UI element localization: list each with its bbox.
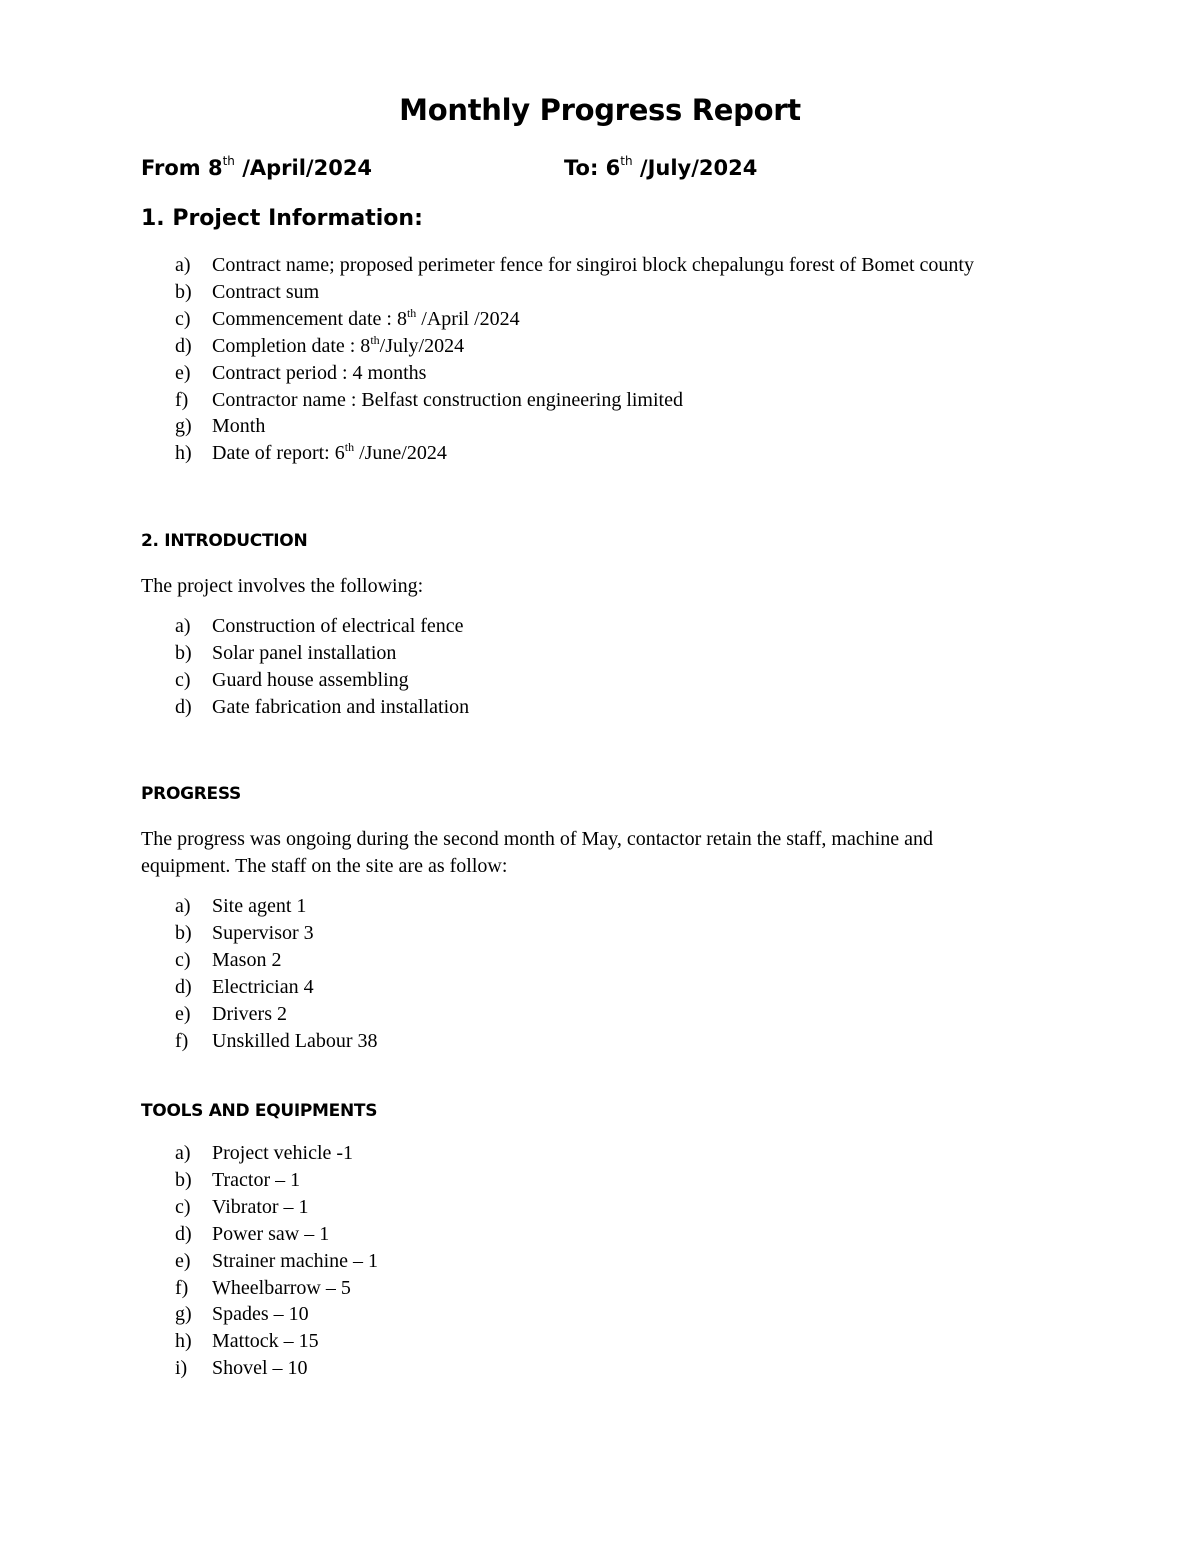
list-item-text bbox=[212, 1142, 353, 1165]
progress-heading: PROGRESS bbox=[141, 784, 241, 804]
list-item-text bbox=[212, 389, 683, 412]
list-item-main: Project vehicle -1 bbox=[212, 1142, 354, 1164]
list-item-text bbox=[212, 1223, 329, 1246]
list-item-main: Contractor name : Belfast construction engineering limited bbox=[212, 388, 683, 411]
list-marker: b) bbox=[175, 921, 192, 944]
list-marker: e) bbox=[175, 1249, 191, 1272]
list-item-main: Contract period : 4 months bbox=[212, 361, 427, 384]
list-item-main: Unskilled Labour 38 bbox=[212, 1029, 378, 1052]
list-marker: b) bbox=[175, 280, 192, 303]
list-marker: b) bbox=[175, 641, 192, 664]
list-item-text bbox=[212, 976, 314, 999]
introduction-lead: The project involves the following: bbox=[141, 575, 424, 597]
list-marker: f) bbox=[175, 1276, 189, 1299]
list-marker: c) bbox=[175, 948, 191, 971]
list-item-main: Shovel – 10 bbox=[212, 1357, 308, 1380]
list-marker: d) bbox=[175, 975, 192, 998]
list-item-main: Mattock – 15 bbox=[212, 1330, 319, 1353]
list-item-text bbox=[212, 922, 314, 945]
period-from bbox=[141, 156, 372, 180]
list-marker: a) bbox=[175, 254, 191, 276]
list-marker: c) bbox=[175, 1195, 191, 1218]
list-item-text bbox=[212, 305, 520, 331]
list-item-main: Spades – 10 bbox=[212, 1303, 309, 1326]
list-item-main: Date of report: 6 bbox=[212, 442, 345, 465]
list-item-main: Site agent 1 bbox=[212, 895, 307, 917]
list-item-main: Drivers 2 bbox=[212, 1002, 287, 1025]
list-item-text bbox=[212, 949, 281, 972]
from-rest: /April/2024 bbox=[234, 156, 373, 180]
list-marker: f) bbox=[175, 388, 189, 411]
period-to bbox=[564, 156, 757, 180]
ordinal-suffix: th bbox=[370, 332, 380, 347]
list-item-text bbox=[212, 415, 265, 438]
list-item-text bbox=[212, 1330, 319, 1353]
list-item-text bbox=[212, 1196, 309, 1219]
list-marker: f) bbox=[175, 1029, 189, 1052]
list-item-text bbox=[212, 1357, 308, 1380]
list-item-rest: /June/2024 bbox=[354, 442, 447, 465]
list-marker: a) bbox=[175, 895, 191, 917]
list-item-text bbox=[212, 362, 426, 385]
from-sup: th bbox=[222, 154, 235, 168]
to-sup: th bbox=[620, 154, 633, 168]
list-item-main: Tractor – 1 bbox=[212, 1168, 301, 1191]
list-marker: h) bbox=[175, 442, 192, 465]
list-item-text bbox=[212, 1003, 287, 1026]
list-marker: a) bbox=[175, 615, 191, 637]
list-item-main: Supervisor 3 bbox=[212, 921, 314, 944]
list-marker: g) bbox=[175, 415, 192, 438]
list-marker: i) bbox=[175, 1357, 188, 1380]
list-item-text bbox=[212, 442, 447, 465]
list-marker: d) bbox=[175, 1222, 192, 1245]
list-item-main: Construction of electrical fence bbox=[212, 615, 464, 637]
list-item-main: Electrician 4 bbox=[212, 975, 314, 998]
list-item-main: Wheelbarrow – 5 bbox=[212, 1276, 351, 1299]
introduction-heading: 2. INTRODUCTION bbox=[141, 531, 308, 551]
list-marker: d) bbox=[175, 334, 192, 357]
list-item-text bbox=[212, 281, 319, 304]
list-item-text bbox=[212, 642, 396, 665]
from-label: From 8 bbox=[141, 156, 223, 180]
list-marker: b) bbox=[175, 1168, 192, 1191]
report-title: Monthly Progress Report bbox=[399, 93, 801, 127]
list-item-text bbox=[212, 254, 974, 277]
list-item-main: Guard house assembling bbox=[212, 668, 409, 691]
list-item-text bbox=[212, 895, 306, 918]
project-info-heading: 1. Project Information: bbox=[141, 206, 423, 231]
list-marker: c) bbox=[175, 668, 191, 691]
list-marker: d) bbox=[175, 695, 192, 718]
progress-paragraph-line-2: equipment. The staff on the site are as follow: bbox=[141, 855, 508, 877]
list-item-text bbox=[212, 1303, 309, 1326]
list-item-text bbox=[212, 332, 465, 358]
list-marker: g) bbox=[175, 1303, 192, 1326]
ordinal-suffix: th bbox=[344, 440, 355, 455]
list-item-text bbox=[212, 669, 409, 692]
list-item-main: Completion date : 8 bbox=[212, 334, 371, 357]
list-item-main: Power saw – 1 bbox=[212, 1222, 330, 1245]
list-marker: e) bbox=[175, 1002, 191, 1025]
ordinal-suffix: th bbox=[406, 305, 417, 320]
list-item-main: Solar panel installation bbox=[212, 641, 397, 664]
list-item-main: Commencement date : 8 bbox=[212, 307, 407, 330]
list-item-rest: /April /2024 bbox=[416, 307, 520, 330]
list-item-main: Vibrator – 1 bbox=[212, 1195, 309, 1218]
to-label: To: 6 bbox=[564, 156, 621, 180]
list-item-text bbox=[212, 1169, 300, 1192]
list-marker: h) bbox=[175, 1330, 192, 1353]
progress-paragraph bbox=[141, 826, 1041, 880]
list-marker: a) bbox=[175, 1142, 191, 1164]
list-item-rest: /July/2024 bbox=[379, 334, 465, 357]
list-marker: e) bbox=[175, 361, 191, 384]
list-item-text bbox=[212, 1030, 378, 1053]
list-item-main: Contract name; proposed perimeter fence for singiroi block chepalungu forest of Bomet county bbox=[212, 254, 974, 276]
list-item-main: Month bbox=[212, 415, 266, 438]
tools-heading: TOOLS AND EQUIPMENTS bbox=[141, 1101, 378, 1121]
list-item-main: Contract sum bbox=[212, 280, 320, 303]
list-item-main: Gate fabrication and installation bbox=[212, 695, 470, 718]
list-item-main: Mason 2 bbox=[212, 948, 282, 971]
list-item-text bbox=[212, 696, 469, 719]
list-item-text bbox=[212, 615, 464, 638]
list-item-main: Strainer machine – 1 bbox=[212, 1249, 379, 1272]
to-rest: /July/2024 bbox=[632, 156, 758, 180]
list-marker: c) bbox=[175, 307, 191, 330]
progress-paragraph-line-1: The progress was ongoing during the second month of May, contactor retain the staff, machine and bbox=[141, 828, 934, 850]
list-item-text bbox=[212, 1250, 378, 1273]
list-item-text bbox=[212, 1277, 351, 1300]
